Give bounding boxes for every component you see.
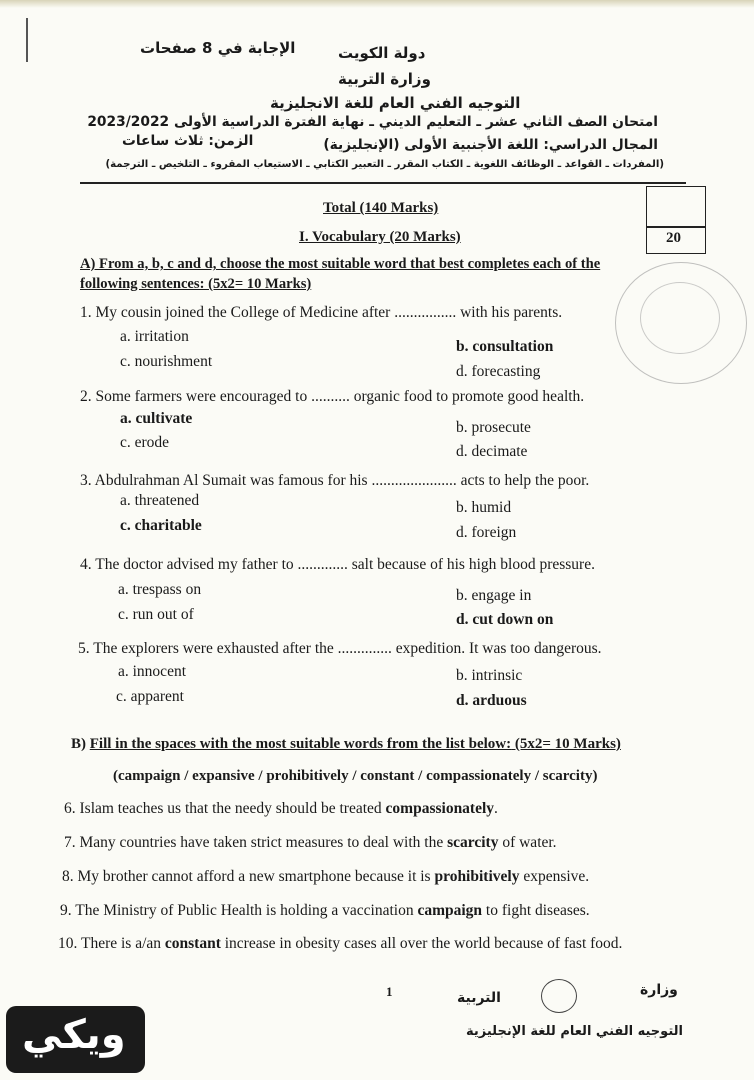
part-a-instruction-2: following sentences: (5x2= 10 Marks) [80, 276, 312, 292]
q4-option-d: d. cut down on [456, 611, 554, 628]
q5-option-a: a. innocent [118, 663, 187, 680]
question-4: 4. The doctor advised my father to ............. salt because of his high blood pressure. [80, 556, 595, 573]
sentence-8-text: 8. My brother cannot afford a new smartphone because it is [62, 868, 435, 885]
ministry-emblem [541, 979, 577, 1013]
sentence-7-end: of water. [498, 834, 557, 851]
sentence-10 [58, 935, 622, 953]
score-box-value: 20 [666, 230, 681, 246]
header-divider [80, 182, 686, 184]
q3-option-b: b. humid [456, 499, 512, 516]
paper-top-edge [0, 0, 754, 8]
q2-option-d: d. decimate [456, 443, 528, 460]
sentence-7-answer: scarcity [447, 834, 499, 851]
q3-option-c: c. charitable [120, 517, 202, 534]
sentence-9-text: 9. The Ministry of Public Health is holding a vaccination [60, 902, 418, 919]
subject-line: المجال الدراسي: اللغة الأجنبية الأولى (الإنجليزية) [323, 137, 658, 153]
exam-title: امتحان الصف الثاني عشر ـ التعليم الديني ـ نهاية الفترة الدراسية الأولى 2023/2022 [87, 114, 658, 130]
sentence-9-end: to fight diseases. [482, 902, 590, 919]
sentence-8-end: expensive. [519, 868, 590, 885]
question-2: 2. Some farmers were encouraged to .......... organic food to promote good health. [80, 388, 585, 405]
q1-option-c: c. nourishment [120, 353, 213, 370]
sentence-10-answer: constant [164, 935, 221, 952]
total-marks: Total (140 Marks) [323, 200, 439, 216]
q4-option-a: a. trespass on [118, 581, 202, 598]
part-b-instruction-text: Fill in the spaces with the most suitable words from the list below: [89, 736, 512, 752]
sentence-8-answer: prohibitively [434, 868, 520, 885]
q2-option-a: a. cultivate [120, 410, 193, 427]
sentence-6-text: 6. Islam teaches us that the needy should be treated [64, 800, 386, 817]
q1-option-a: a. irritation [120, 328, 189, 345]
q4-option-b: b. engage in [456, 587, 532, 604]
q3-option-d: d. foreign [456, 524, 517, 541]
sentence-9 [60, 902, 590, 920]
question-1: 1. My cousin joined the College of Medicine after ................ with his parents. [80, 304, 563, 321]
state-name: دولة الكويت [338, 44, 426, 62]
sentence-9-answer: campaign [417, 902, 483, 919]
site-logo-text: ويكي [22, 1012, 126, 1058]
word-list: (campaign / expansive / prohibitively / constant / compassionately / scarcity) [113, 768, 598, 784]
question-5: 5. The explorers were exhausted after the .............. expedition. It was too dangerous. [78, 640, 602, 657]
left-margin-mark [26, 18, 28, 62]
page-number: 1 [386, 984, 393, 999]
sections-list: (المفردات ـ القواعد ـ الوظائف اللغوية ـ الكتاب المقرر ـ التعبير الكتابي ـ الاستيعاب المقروء ـ التلخيص ـ الترجمة) [105, 159, 664, 170]
sentence-6 [64, 800, 498, 818]
sentence-7 [64, 834, 557, 852]
section-title: I. Vocabulary (20 Marks) [299, 229, 461, 245]
sentence-7-text: 7. Many countries have taken strict measures to deal with the [64, 834, 448, 851]
q3-option-a: a. threatened [120, 492, 200, 509]
q5-option-c: c. apparent [116, 688, 184, 705]
exam-time: الزمن: ثلاث ساعات [122, 133, 254, 149]
part-a-instruction-1: A) From a, b, c and d, choose the most suitable word that best completes each of the [80, 256, 601, 272]
footer-education: التربية [457, 990, 501, 1006]
sentence-10-text: 10. There is a/an [58, 935, 165, 952]
question-3: 3. Abdulrahman Al Sumait was famous for his ...................... acts to help the poor. [80, 472, 590, 489]
part-b-instruction [71, 736, 621, 753]
part-b-marks: (5x2= 10 Marks) [511, 736, 621, 752]
footer-ministry: وزارة [640, 982, 678, 998]
q2-option-c: c. erode [120, 434, 170, 451]
q5-option-d: d. arduous [456, 692, 527, 709]
site-logo [6, 1006, 145, 1073]
q4-option-c: c. run out of [118, 606, 194, 623]
department-name: التوجيه الفني العام للغة الانجليزية [270, 94, 521, 112]
ministry-name: وزارة التربية [338, 70, 431, 88]
sentence-8 [62, 868, 589, 886]
answers-pages-note: الإجابة في 8 صفحات [140, 39, 296, 57]
q5-option-b: b. intrinsic [456, 667, 523, 684]
q1-option-d: d. forecasting [456, 363, 541, 380]
sentence-6-answer: compassionately [385, 800, 495, 817]
sentence-10-end: increase in obesity cases all over the world because of fast food. [220, 935, 623, 952]
part-b-prefix: B) [71, 736, 90, 752]
q1-option-b: b. consultation [456, 338, 554, 355]
sentence-6-end: . [494, 800, 498, 817]
q2-option-b: b. prosecute [456, 419, 531, 436]
faded-stamp-inner [640, 282, 720, 354]
score-box-divider [646, 226, 706, 228]
footer-department: التوجيه الفني العام للغة الإنجليزية [466, 1024, 683, 1039]
